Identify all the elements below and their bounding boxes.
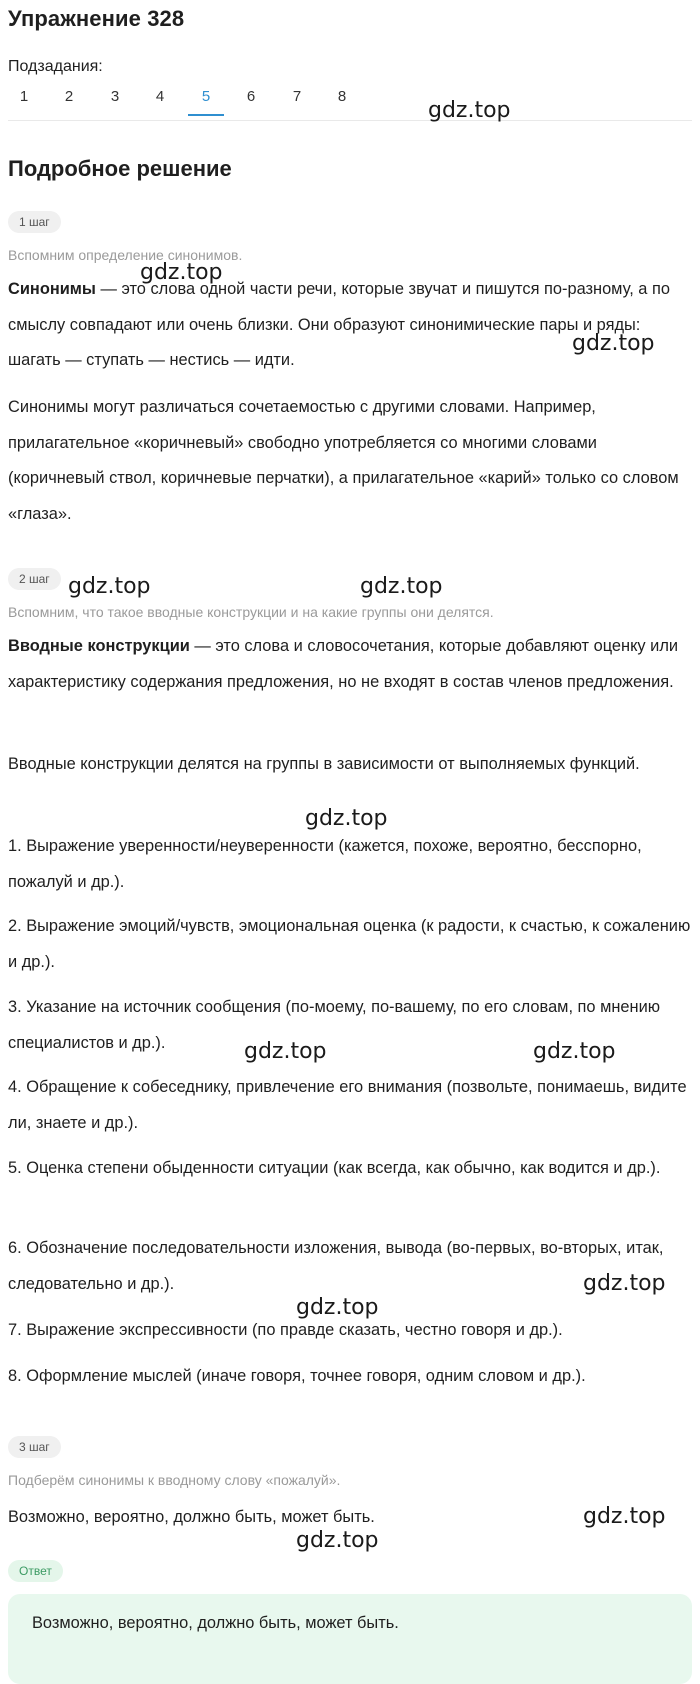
step-3-paragraph: Возможно, вероятно, должно быть, может быть. (8, 1508, 375, 1526)
tabs-divider (8, 120, 692, 121)
answer-badge: Ответ (8, 1560, 63, 1582)
step-2-list-item-7: 7. Выражение экспрессивности (по правде сказать, честно говоря и др.). (8, 1321, 563, 1339)
watermark: gdz.top (572, 331, 655, 356)
watermark: gdz.top (360, 574, 443, 599)
step-2-list-item-5: 5. Оценка степени обыденности ситуации (как всегда, как обычно, как водится и др.). (8, 1159, 661, 1177)
step-1-paragraph: Синонимы могут различаться сочетаемостью с другими словами. Например, прилагательное «коричневый» свободно употребляется со многими словами (коричневый ствол, коричневые перчатки), а прилагательное «карий» только со словом «глаза». (8, 398, 679, 523)
step-2-term: Вводные конструкции (8, 637, 190, 655)
step-1-term: Синонимы (8, 280, 96, 298)
step-2-list-item-2: 2. Выражение эмоций/чувств, эмоциональная оценка (к радости, к счастью, к сожалению и др.). (8, 917, 691, 971)
tab-8[interactable]: 8 (337, 88, 347, 105)
step-2-paragraph-intro: Вводные конструкции делятся на группы в зависимости от выполняемых функций. (8, 755, 640, 773)
watermark: gdz.top (244, 1039, 327, 1064)
watermark: gdz.top (583, 1271, 666, 1296)
solution-heading: Подробное решение (8, 156, 232, 181)
subtasks-label: Подзадания: (8, 58, 103, 75)
watermark: gdz.top (296, 1528, 379, 1553)
step-2-list-item-4: 4. Обращение к собеседнику, привлечение его внимания (позвольте, понимаешь, видите ли, знаете и др.). (8, 1078, 687, 1132)
watermark: gdz.top (68, 574, 151, 599)
step-3-badge: 3 шаг (8, 1436, 61, 1458)
step-2-hint: Вспомним, что такое вводные конструкции и на какие группы они делятся. (8, 604, 494, 620)
step-2-list-item-6: 6. Обозначение последовательности изложения, вывода (во-первых, во-вторых, итак, следовательно и др.). (8, 1239, 664, 1293)
tab-6[interactable]: 6 (246, 88, 256, 105)
answer-box (8, 1594, 692, 1684)
watermark: gdz.top (140, 260, 223, 285)
step-2-list-item-1: 1. Выражение уверенности/неуверенности (кажется, похоже, вероятно, бесспорно, пожалуй и др.). (8, 837, 642, 891)
step-1-badge: 1 шаг (8, 211, 61, 233)
watermark: gdz.top (428, 98, 511, 123)
watermark: gdz.top (583, 1504, 666, 1529)
tab-5[interactable]: 5 (188, 86, 224, 116)
watermark: gdz.top (305, 806, 388, 831)
step-2-definition-text: — это слова и словосочетания, которые добавляют оценку или характеристику содержания предложения, но не входят в состав членов предложения. (8, 637, 679, 691)
step-1-hint: Вспомним определение синонимов. (8, 247, 243, 263)
answer-text: Возможно, вероятно, должно быть, может быть. (32, 1614, 399, 1632)
step-1-definition-text: — это слова одной части речи, которые звучат и пишутся по-разному, а по смыслу совпадают или очень близки. Они образуют синонимические пары и ряды: шагать — ступать — нестись — идти. (8, 280, 670, 369)
tab-4[interactable]: 4 (155, 88, 165, 105)
subtask-tabs (8, 86, 692, 116)
watermark: gdz.top (296, 1295, 379, 1320)
step-2-badge: 2 шаг (8, 568, 61, 590)
tab-7[interactable]: 7 (292, 88, 302, 105)
step-2-list-item-3: 3. Указание на источник сообщения (по-моему, по-вашему, по его словам, по мнению специалистов и др.). (8, 998, 661, 1052)
tab-2[interactable]: 2 (64, 88, 74, 105)
step-2-definition (8, 629, 692, 700)
step-1-definition (8, 272, 692, 379)
step-2-list-item-8: 8. Оформление мыслей (иначе говоря, точнее говоря, одним словом и др.). (8, 1367, 586, 1385)
tab-3[interactable]: 3 (110, 88, 120, 105)
page-title: Упражнение 328 (8, 6, 185, 31)
watermark: gdz.top (533, 1039, 616, 1064)
tab-1[interactable]: 1 (19, 88, 29, 105)
step-3-hint: Подберём синонимы к вводному слову «пожалуй». (8, 1472, 341, 1488)
